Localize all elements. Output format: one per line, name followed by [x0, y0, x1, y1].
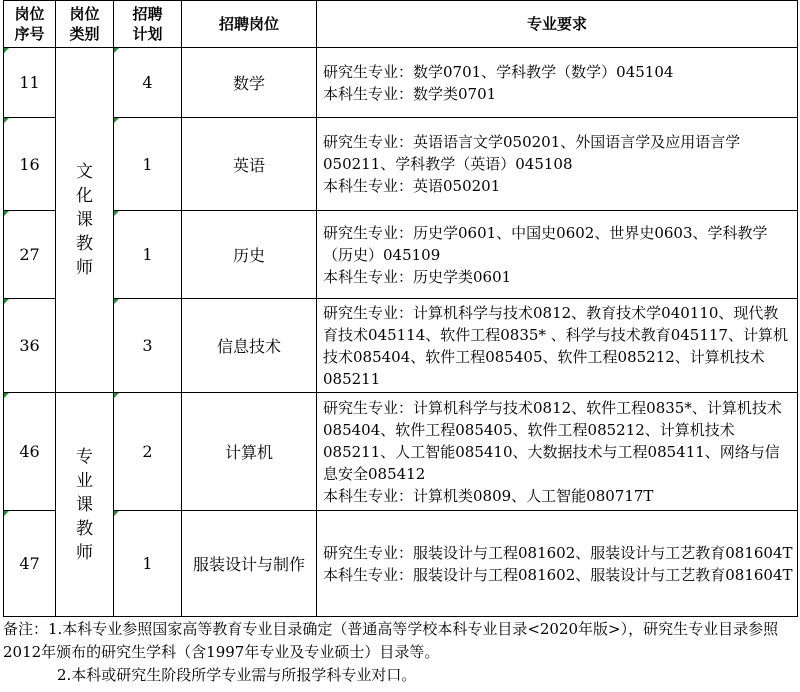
- category-culture: 文化课教师: [76, 162, 93, 278]
- post-value: 信息技术: [216, 337, 281, 356]
- table-row: [4, 118, 798, 211]
- remarks: [3, 618, 793, 687]
- count-value: 1: [142, 554, 153, 573]
- category-cell: [56, 393, 114, 617]
- seq-cell: [4, 211, 56, 299]
- count-cell: [114, 511, 182, 617]
- remark-line-1: 备注：1.本科专业参照国家高等教育专业目录确定（普通高等学校本科专业目录<2020年版>），研究生专业目录参照2012年颁布的研究生学科（含1997年专业及专业硕士）目录等。: [3, 620, 779, 661]
- post-cell: [182, 48, 317, 118]
- req-undergrad: 本科生专业：数学类0701: [323, 84, 497, 103]
- post-cell: [182, 299, 317, 393]
- req-grad: 研究生专业：英语语言文学050201、外国语言学及应用语言学050211、学科教学（英语）045108: [323, 133, 741, 173]
- count-value: 1: [142, 245, 153, 264]
- req-undergrad: 本科生专业：服装设计与工程081602、服装设计与工艺教育081604T: [323, 565, 793, 584]
- seq-value: 47: [19, 554, 40, 573]
- seq-cell: [4, 48, 56, 118]
- req-grad: 研究生专业：计算机科学与技术0812、软件工程0835*、计算机技术085404、软件工程085405、软件工程085212、计算机技术085211、人工智能085410、大数据技术与工程085411、网络与信息安全085412: [323, 398, 782, 483]
- table-row: [4, 393, 798, 511]
- table-row: [4, 48, 798, 118]
- recruitment-table: [3, 0, 798, 617]
- table-row: [4, 511, 798, 617]
- post-cell: [182, 211, 317, 299]
- seq-cell: [4, 299, 56, 393]
- table-row: [4, 299, 798, 393]
- header-seq: 岗位序号: [4, 1, 56, 48]
- count-cell: [114, 299, 182, 393]
- count-cell: [114, 48, 182, 118]
- post-cell: [182, 118, 317, 211]
- count-value: 2: [142, 442, 153, 461]
- req-grad: 研究生专业：历史学0601、中国史0602、世界史0603、学科教学（历史）045109: [323, 223, 768, 264]
- post-value: 历史: [232, 246, 265, 265]
- post-value: 英语: [232, 155, 265, 175]
- count-cell: [114, 211, 182, 299]
- count-value: 3: [142, 336, 153, 355]
- seq-value: 46: [19, 442, 40, 461]
- header-req: 专业要求: [317, 1, 798, 48]
- seq-value: 27: [19, 245, 40, 264]
- req-cell: [317, 48, 798, 118]
- post-cell: [182, 393, 317, 511]
- remark-line-2: 2.本科或研究生阶段所学专业需与所报学科专业对口。: [57, 666, 417, 684]
- post-value: 计算机: [224, 443, 273, 462]
- post-cell: [182, 511, 317, 617]
- seq-value: 16: [19, 154, 40, 174]
- req-cell: [317, 299, 798, 393]
- req-undergrad: 本科生专业：计算机类0809、人工智能080717T: [323, 486, 654, 505]
- req-undergrad: 本科生专业：英语050201: [323, 177, 501, 195]
- table-row: [4, 211, 798, 299]
- count-cell: [114, 118, 182, 211]
- header-count: 招聘计划: [114, 1, 182, 48]
- category-cell: [56, 48, 114, 393]
- req-cell: [317, 211, 798, 299]
- count-value: 4: [142, 73, 153, 92]
- post-value: 数学: [232, 74, 265, 93]
- header-type: 岗位类别: [56, 1, 114, 48]
- req-cell: [317, 118, 798, 211]
- seq-cell: [4, 393, 56, 511]
- post-value: 服装设计与制作: [192, 555, 305, 574]
- seq-value: 11: [19, 73, 40, 92]
- req-cell: [317, 511, 798, 617]
- req-undergrad: 本科生专业：历史学类0601: [323, 267, 512, 286]
- req-grad: 研究生专业：计算机科学与技术0812、教育技术学040110、现代教育技术045114、软件工程0835* 、科学与技术教育045117、计算机技术085404、软件工程085405、软件工程085212、计算机技术085211: [323, 303, 788, 388]
- count-cell: [114, 393, 182, 511]
- req-grad: 研究生专业：服装设计与工程081602、服装设计与工艺教育081604T: [323, 543, 793, 562]
- count-value: 1: [142, 154, 153, 174]
- req-cell: [317, 393, 798, 511]
- seq-cell: [4, 118, 56, 211]
- table-header-row: [4, 1, 798, 48]
- category-professional: 专业课教师: [76, 446, 93, 563]
- seq-cell: [4, 511, 56, 617]
- header-post: 招聘岗位: [182, 1, 317, 48]
- req-grad: 研究生专业：数学0701、学科教学（数学）045104: [323, 62, 674, 81]
- seq-value: 36: [19, 336, 40, 355]
